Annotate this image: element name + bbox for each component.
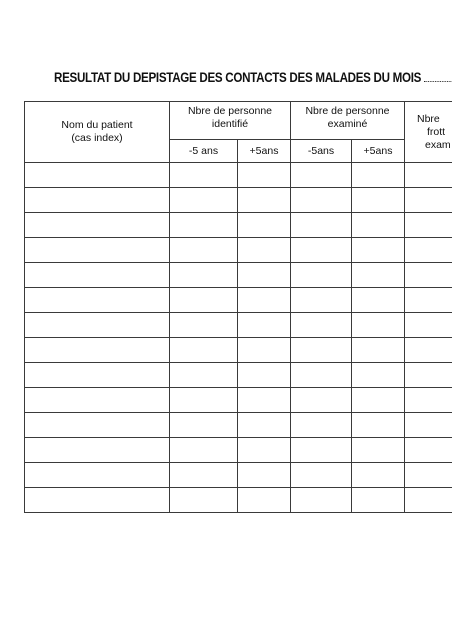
header-smear-line2: frott [427,125,446,138]
identified-over5-cell [238,213,291,238]
identified-over5-cell [238,238,291,263]
header-identified-under5: -5 ans [170,140,238,163]
document-title [54,70,452,85]
smear-examined-cell [405,413,452,438]
identified-under5-cell [170,288,238,313]
table-body [25,163,452,513]
identified-over5-cell [238,313,291,338]
header-patient-name [25,102,170,163]
examined-under5-cell [291,288,352,313]
header-patient-line2: (cas index) [71,132,123,144]
patient-name-cell [25,438,170,463]
header-examined-under5: -5ans [291,140,352,163]
title-dotted-line [424,72,452,82]
table-row [25,438,452,463]
header-identified-line2: identifié [211,118,249,130]
identified-over5-cell [238,188,291,213]
table-row [25,188,452,213]
table-row [25,313,452,338]
identified-under5-cell [170,213,238,238]
examined-under5-cell [291,438,352,463]
patient-name-cell [25,413,170,438]
patient-name-cell [25,288,170,313]
patient-name-cell [25,263,170,288]
screening-table [24,101,452,513]
examined-under5-cell [291,338,352,363]
identified-under5-cell [170,363,238,388]
header-identified-group [170,102,291,140]
identified-under5-cell [170,388,238,413]
header-smear-group [405,102,452,163]
examined-under5-cell [291,313,352,338]
patient-name-cell [25,363,170,388]
patient-name-cell [25,163,170,188]
examined-under5-cell [291,488,352,513]
identified-under5-cell [170,263,238,288]
header-row-1 [25,102,452,140]
smear-examined-cell [405,288,452,313]
examined-over5-cell [352,413,405,438]
patient-name-cell [25,213,170,238]
table-row [25,263,452,288]
smear-examined-cell [405,263,452,288]
smear-examined-cell [405,388,452,413]
examined-over5-cell [352,363,405,388]
header-patient-line1: Nom du patient [61,119,133,131]
table-row [25,363,452,388]
table-row [25,338,452,363]
examined-over5-cell [352,338,405,363]
identified-over5-cell [238,363,291,388]
smear-examined-cell [405,338,452,363]
smear-examined-cell [405,238,452,263]
examined-over5-cell [352,313,405,338]
header-identified-over5: +5ans [238,140,291,163]
identified-over5-cell [238,488,291,513]
table-row [25,163,452,188]
smear-examined-cell [405,188,452,213]
examined-under5-cell [291,413,352,438]
examined-over5-cell [352,163,405,188]
smear-examined-cell [405,438,452,463]
identified-under5-cell [170,413,238,438]
table-row [25,388,452,413]
identified-over5-cell [238,163,291,188]
header-examined-line1: Nbre de personne [305,105,390,117]
examined-over5-cell [352,238,405,263]
smear-examined-cell [405,488,452,513]
identified-over5-cell [238,288,291,313]
identified-under5-cell [170,463,238,488]
table-row [25,488,452,513]
examined-under5-cell [291,163,352,188]
header-identified-line1: Nbre de personne [187,105,273,117]
patient-name-cell [25,238,170,263]
header-smear-line1: Nbre [417,112,440,125]
examined-under5-cell [291,363,352,388]
table-row [25,213,452,238]
header-examined-group [291,102,405,140]
examined-over5-cell [352,438,405,463]
examined-over5-cell [352,388,405,413]
identified-under5-cell [170,488,238,513]
identified-under5-cell [170,163,238,188]
identified-under5-cell [170,238,238,263]
document-title-text: RESULTAT DU DEPISTAGE DES CONTACTS DES MALADES DU MOIS [54,70,422,85]
examined-over5-cell [352,188,405,213]
examined-over5-cell [352,263,405,288]
smear-examined-cell [405,363,452,388]
identified-under5-cell [170,438,238,463]
header-examined-line2: examiné [327,118,368,130]
examined-over5-cell [352,488,405,513]
identified-over5-cell [238,463,291,488]
examined-under5-cell [291,188,352,213]
table-row [25,463,452,488]
screening-table-container [24,101,452,513]
identified-under5-cell [170,188,238,213]
table-row [25,288,452,313]
examined-under5-cell [291,463,352,488]
examined-over5-cell [352,288,405,313]
smear-examined-cell [405,313,452,338]
smear-examined-cell [405,463,452,488]
identified-over5-cell [238,338,291,363]
examined-under5-cell [291,213,352,238]
patient-name-cell [25,488,170,513]
identified-over5-cell [238,438,291,463]
examined-over5-cell [352,463,405,488]
identified-under5-cell [170,313,238,338]
identified-over5-cell [238,413,291,438]
patient-name-cell [25,463,170,488]
header-smear-line3: exam [425,138,451,151]
identified-over5-cell [238,263,291,288]
examined-under5-cell [291,263,352,288]
smear-examined-cell [405,213,452,238]
identified-over5-cell [238,388,291,413]
patient-name-cell [25,388,170,413]
smear-examined-cell [405,163,452,188]
identified-under5-cell [170,338,238,363]
patient-name-cell [25,313,170,338]
header-examined-over5: +5ans [352,140,405,163]
examined-under5-cell [291,238,352,263]
examined-over5-cell [352,213,405,238]
patient-name-cell [25,188,170,213]
patient-name-cell [25,338,170,363]
table-row [25,238,452,263]
table-row [25,413,452,438]
examined-under5-cell [291,388,352,413]
